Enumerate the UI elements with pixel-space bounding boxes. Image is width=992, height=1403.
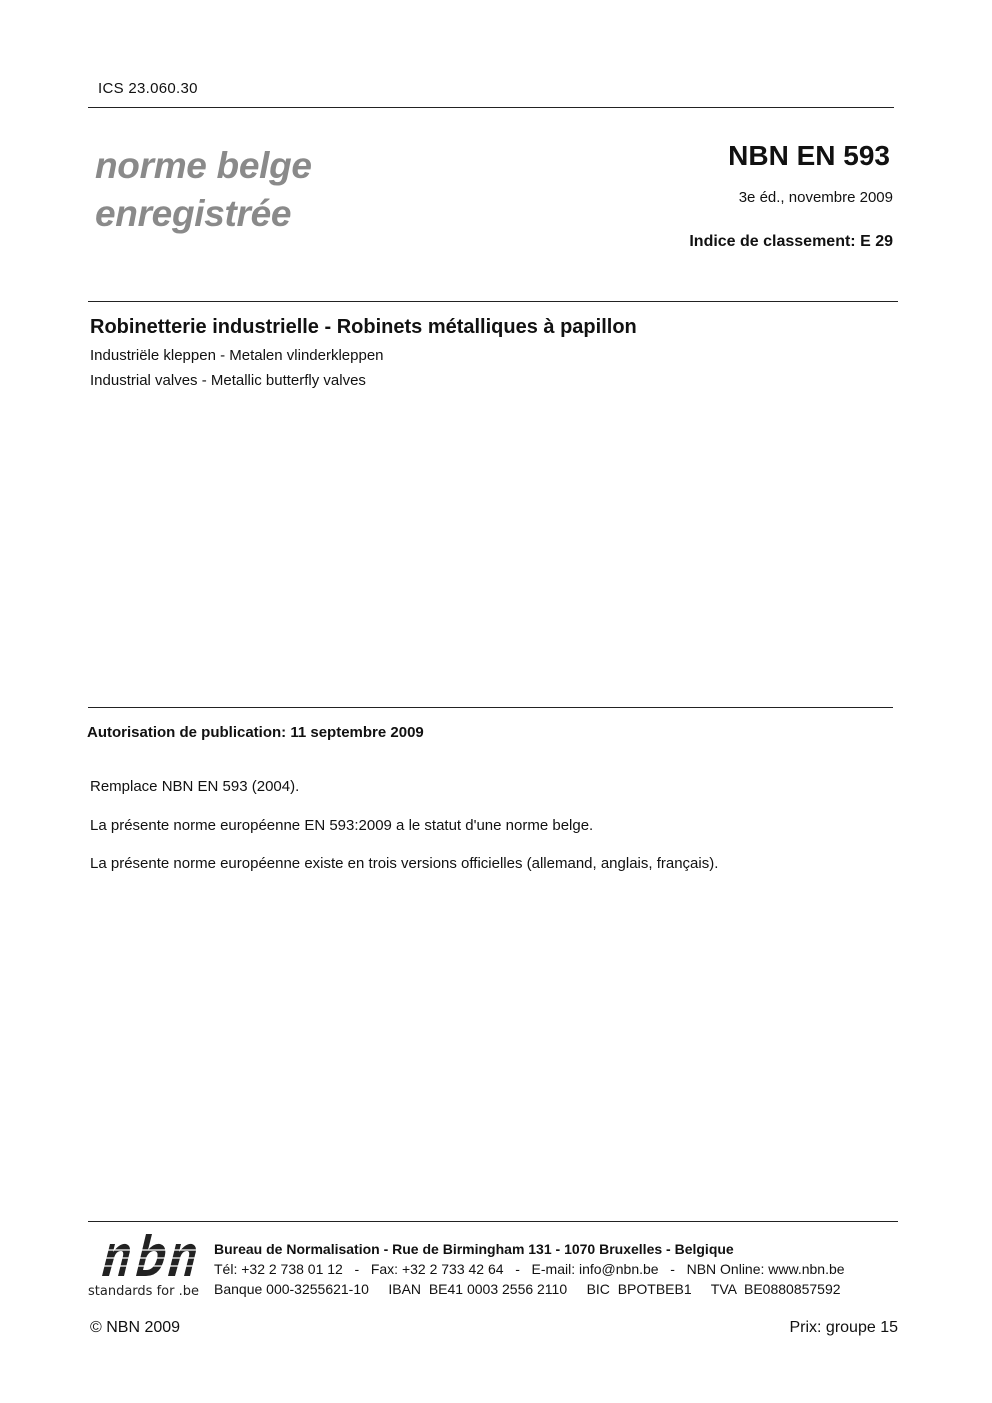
price-group: Prix: groupe 15 <box>789 1319 898 1336</box>
brand-title <box>95 142 312 238</box>
footer-contact: Tél: +32 2 738 01 12 - Fax: +32 2 733 42 64 - E-mail: info@nbn.be - NBN Online: www.nbn.be <box>214 1261 845 1277</box>
title-divider <box>88 301 898 302</box>
note-replaces: Remplace NBN EN 593 (2004). <box>90 778 300 795</box>
footer-bank: Banque 000-3255621-10 IBAN BE41 0003 2556 2110 BIC BPOTBEB1 TVA BE0880857592 <box>214 1281 841 1297</box>
brand-line-1: norme belge <box>95 145 312 186</box>
title-french: Robinetterie industrielle - Robinets métalliques à papillon <box>90 316 637 338</box>
standard-number: NBN EN 593 <box>728 140 890 171</box>
header-divider <box>88 107 894 108</box>
title-dutch: Industriële kleppen - Metalen vlinderkleppen <box>90 347 384 364</box>
footer-divider <box>88 1221 898 1222</box>
footer-address: Bureau de Normalisation - Rue de Birmingham 131 - 1070 Bruxelles - Belgique <box>214 1241 734 1257</box>
copyright: © NBN 2009 <box>90 1319 181 1336</box>
edition-date: 3e éd., novembre 2009 <box>738 189 893 206</box>
publication-authorization: Autorisation de publication: 11 septembre 2009 <box>87 724 424 741</box>
title-english: Industrial valves - Metallic butterfly valves <box>90 372 366 389</box>
body-divider <box>88 707 893 708</box>
ics-code: ICS 23.060.30 <box>98 80 198 97</box>
logo-tagline: standards for .be <box>88 1284 199 1299</box>
note-versions: La présente norme européenne existe en trois versions officielles (allemand, anglais, français). <box>90 855 719 872</box>
classification-index: Indice de classement: E 29 <box>689 233 893 250</box>
nbn-logo <box>88 1228 200 1304</box>
note-status: La présente norme européenne EN 593:2009 a le statut d'une norme belge. <box>90 817 594 834</box>
brand-line-2: enregistrée <box>95 193 292 234</box>
